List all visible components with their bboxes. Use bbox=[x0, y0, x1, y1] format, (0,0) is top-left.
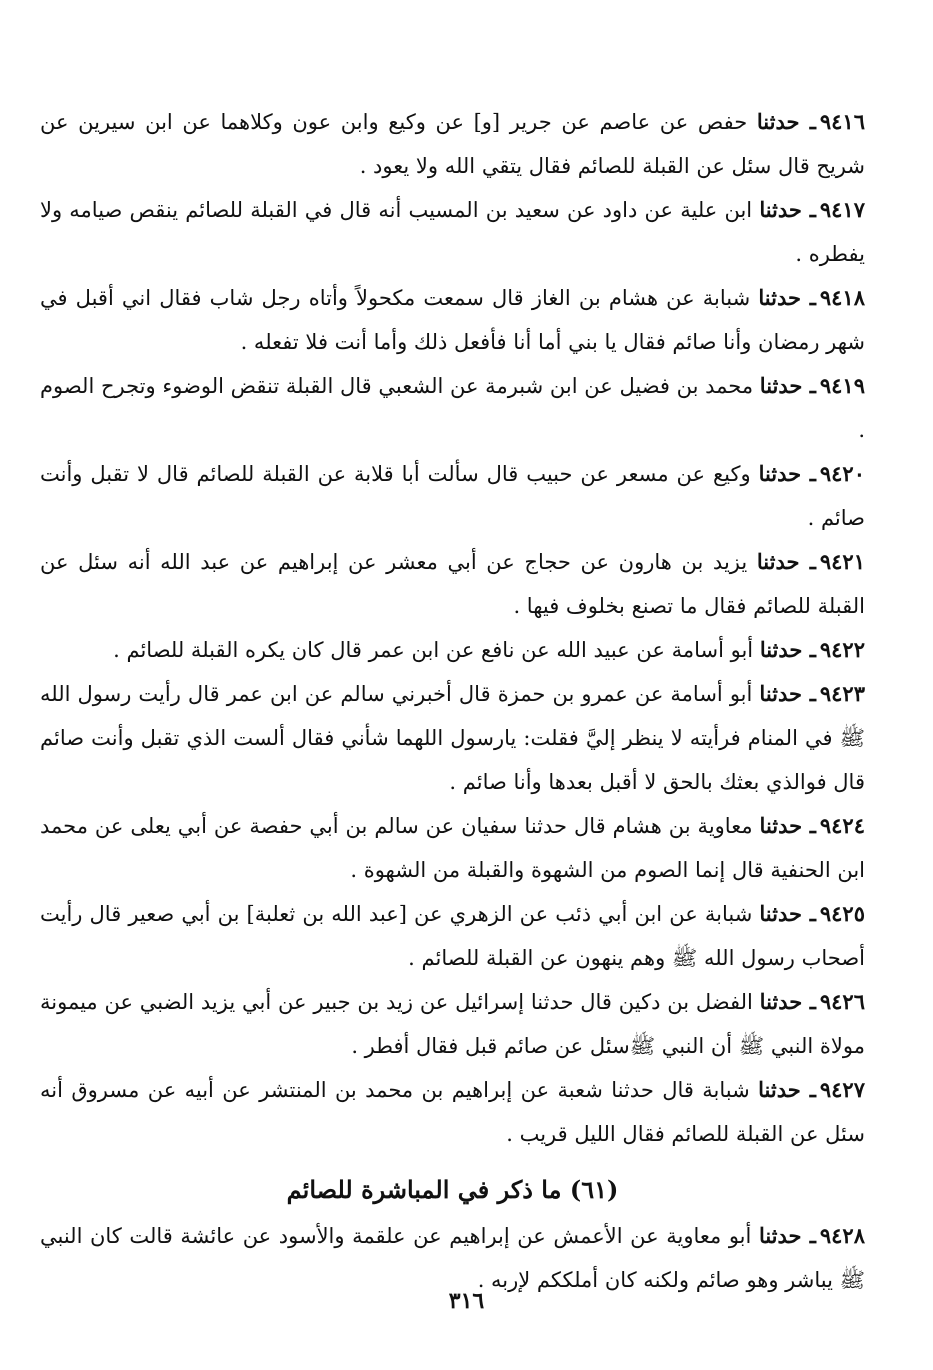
hadith-entry-9426 bbox=[40, 980, 865, 1068]
hadith-text: شبابة قال حدثنا شعبة عن إبراهيم بن محمد بن المنتشر عن أبيه عن مسروق أنه سئل عن القبلة للصائم فقال الليل قريب . bbox=[40, 1078, 865, 1146]
hadith-entry-9427 bbox=[40, 1068, 865, 1156]
hadith-text: أبو معاوية عن الأعمش عن إبراهيم عن علقمة والأسود عن عائشة قالت كان النبي ﷺ يباشر وهو صائم ولكنه كان أملككم لإربه . bbox=[40, 1224, 865, 1292]
hadith-number: ٩٤٢٣ bbox=[819, 681, 865, 706]
hadith-lead: ـ حدثنا bbox=[759, 901, 816, 926]
hadith-text: أبو أسامة عن عمرو بن حمزة قال أخبرني سالم عن ابن عمر قال رأيت رسول الله ﷺ في المنام فرأيته لا ينظر إليَّ فقلت: يارسول اللهما شأني فقال ألست الذي تقبل وأنت صائم قال فوالذي بعثك بالحق لا أقبل بعدها وأنا صائم . bbox=[40, 682, 865, 794]
hadith-entry-9418 bbox=[40, 276, 865, 364]
hadith-lead: ـ حدثنا bbox=[759, 813, 816, 838]
hadith-text: شبابة عن ابن أبي ذئب عن الزهري عن [عبد الله بن ثعلبة] بن أبي صعير قال رأيت أصحاب رسول الله ﷺ وهم ينهون عن القبلة للصائم . bbox=[40, 902, 865, 970]
hadith-lead: ـ حدثنا bbox=[758, 285, 816, 310]
hadith-number: ٩٤١٦ bbox=[819, 109, 865, 134]
hadith-number: ٩٤١٧ bbox=[819, 197, 865, 222]
hadith-text: ابن علية عن داود عن سعيد بن المسيب أنه قال في القبلة للصائم ينقص صيامه ولا يفطره . bbox=[40, 198, 865, 266]
page-number: ٣١٦ bbox=[448, 1288, 485, 1314]
hadith-entry-9416 bbox=[40, 100, 865, 188]
section-heading: (٦١) ما ذكر في المباشرة للصائم bbox=[286, 1175, 619, 1204]
hadith-text: الفضل بن دكين قال حدثنا إسرائيل عن زيد بن جبير عن أبي يزيد الضبي عن ميمونة مولاة النبي ﷺ أن النبي ﷺسئل عن صائم قبل فقال أفطر . bbox=[40, 990, 865, 1058]
hadith-text: محمد بن فضيل عن ابن شبرمة عن الشعبي قال القبلة تنقض الوضوء وتجرح الصوم . bbox=[40, 374, 865, 442]
hadith-entry-9425 bbox=[40, 892, 865, 980]
hadith-number: ٩٤٢٧ bbox=[819, 1077, 865, 1102]
hadith-lead: ـ حدثنا bbox=[759, 637, 816, 662]
hadith-number: ٩٤٢٦ bbox=[819, 989, 865, 1014]
hadith-number: ٩٤٢٤ bbox=[819, 813, 865, 838]
hadith-entry-9424 bbox=[40, 804, 865, 892]
hadith-entry-9422 bbox=[40, 628, 865, 672]
hadith-lead: ـ حدثنا bbox=[759, 681, 816, 706]
hadith-text: حفص عن عاصم عن جرير [و] عن وكيع وابن عون وكلاهما عن ابن سيرين عن شريح قال سئل عن القبلة للصائم فقال يتقي الله ولا يعود . bbox=[40, 110, 865, 178]
hadith-number: ٩٤٢٠ bbox=[819, 461, 865, 486]
hadith-lead: ـ حدثنا bbox=[758, 461, 816, 486]
hadith-lead: ـ حدثنا bbox=[759, 989, 816, 1014]
hadith-lead: ـ حدثنا bbox=[759, 373, 816, 398]
hadith-lead: ـ حدثنا bbox=[759, 197, 816, 222]
hadith-lead: ـ حدثنا bbox=[756, 549, 816, 574]
hadith-lead: ـ حدثنا bbox=[758, 1077, 816, 1102]
hadith-text: وكيع عن مسعر عن حبيب قال سألت أبا قلابة عن القبلة للصائم قال لا تقبل وأنت صائم . bbox=[40, 462, 865, 530]
hadith-number: ٩٤٢٥ bbox=[819, 901, 865, 926]
document-page bbox=[40, 100, 865, 1302]
hadith-text: معاوية بن هشام قال حدثنا سفيان عن سالم بن أبي حفصة عن أبي يعلى عن محمد ابن الحنفية قال إنما الصوم من الشهوة والقبلة من الشهوة . bbox=[40, 814, 865, 882]
hadith-number: ٩٤٢١ bbox=[819, 549, 865, 574]
hadith-lead: ـ حدثنا bbox=[758, 1223, 816, 1248]
hadith-entry-9423 bbox=[40, 672, 865, 804]
hadith-entry-9417 bbox=[40, 188, 865, 276]
hadith-text: يزيد بن هارون عن حجاج عن أبي معشر عن إبراهيم عن عبد الله أنه سئل عن القبلة للصائم فقال ما تصنع بخلوف فيها . bbox=[40, 550, 865, 618]
hadith-text: أبو أسامة عن عبيد الله عن نافع عن ابن عمر قال كان يكره القبلة للصائم . bbox=[113, 638, 760, 662]
hadith-lead: ـ حدثنا bbox=[756, 109, 816, 134]
hadith-number: ٩٤١٩ bbox=[819, 373, 865, 398]
hadith-text: شبابة عن هشام بن الغاز قال سمعت مكحولاً وأتاه رجل شاب فقال اني أقبل في شهر رمضان وأنا صائم فقال يا بني أما أنا فأفعل ذلك وأما أنت فلا تفعله . bbox=[40, 286, 865, 354]
hadith-number: ٩٤٢٢ bbox=[819, 637, 865, 662]
hadith-entry-9421 bbox=[40, 540, 865, 628]
hadith-number: ٩٤٢٨ bbox=[819, 1223, 865, 1248]
hadith-entry-9420 bbox=[40, 452, 865, 540]
hadith-number: ٩٤١٨ bbox=[819, 285, 865, 310]
hadith-entry-9419 bbox=[40, 364, 865, 452]
